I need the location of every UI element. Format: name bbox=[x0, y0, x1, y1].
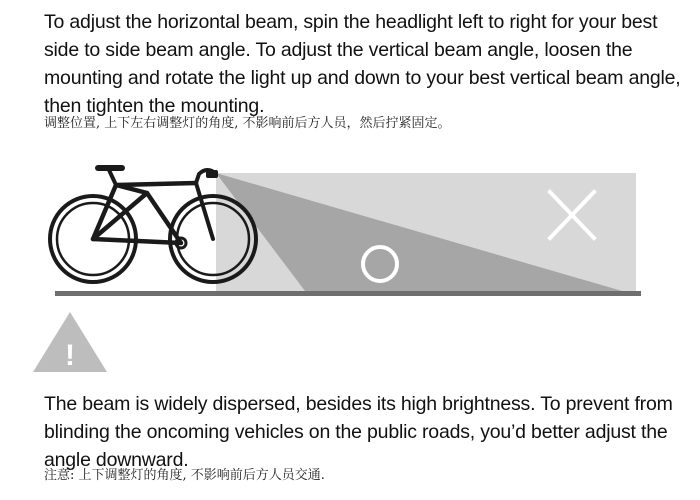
beam-angle-illustration bbox=[0, 150, 700, 310]
warning-triangle-icon bbox=[30, 308, 110, 378]
caution-notice-cn: 注意: 上下调整灯的角度, 不影响前后方人员交通. bbox=[44, 468, 325, 483]
adjust-instructions-en: To adjust the horizontal beam, spin the headlight left to right for your best side to side beam angle. To adjust the vertical beam angle, loosen the mounting and rotate the light up and down to your best vertical beam angle, then tighten the mounting. bbox=[44, 11, 681, 117]
adjust-instructions-cn: 调整位置, 上下左右调整灯的角度, 不影响前后方人员，然后拧紧固定。 bbox=[44, 116, 451, 131]
headlight-icon bbox=[206, 170, 218, 178]
bike-head-tube bbox=[116, 183, 196, 185]
bike-seat-post bbox=[109, 170, 116, 185]
caution-notice-en: The beam is widely dispersed, besides its high brightness. To prevent from blinding the oncoming vehicles on the public roads, you’d better adjust the angle downward. bbox=[44, 393, 673, 471]
bike-fork bbox=[196, 183, 213, 239]
warning-exclamation: ! bbox=[65, 339, 75, 372]
ground-line bbox=[55, 291, 641, 296]
